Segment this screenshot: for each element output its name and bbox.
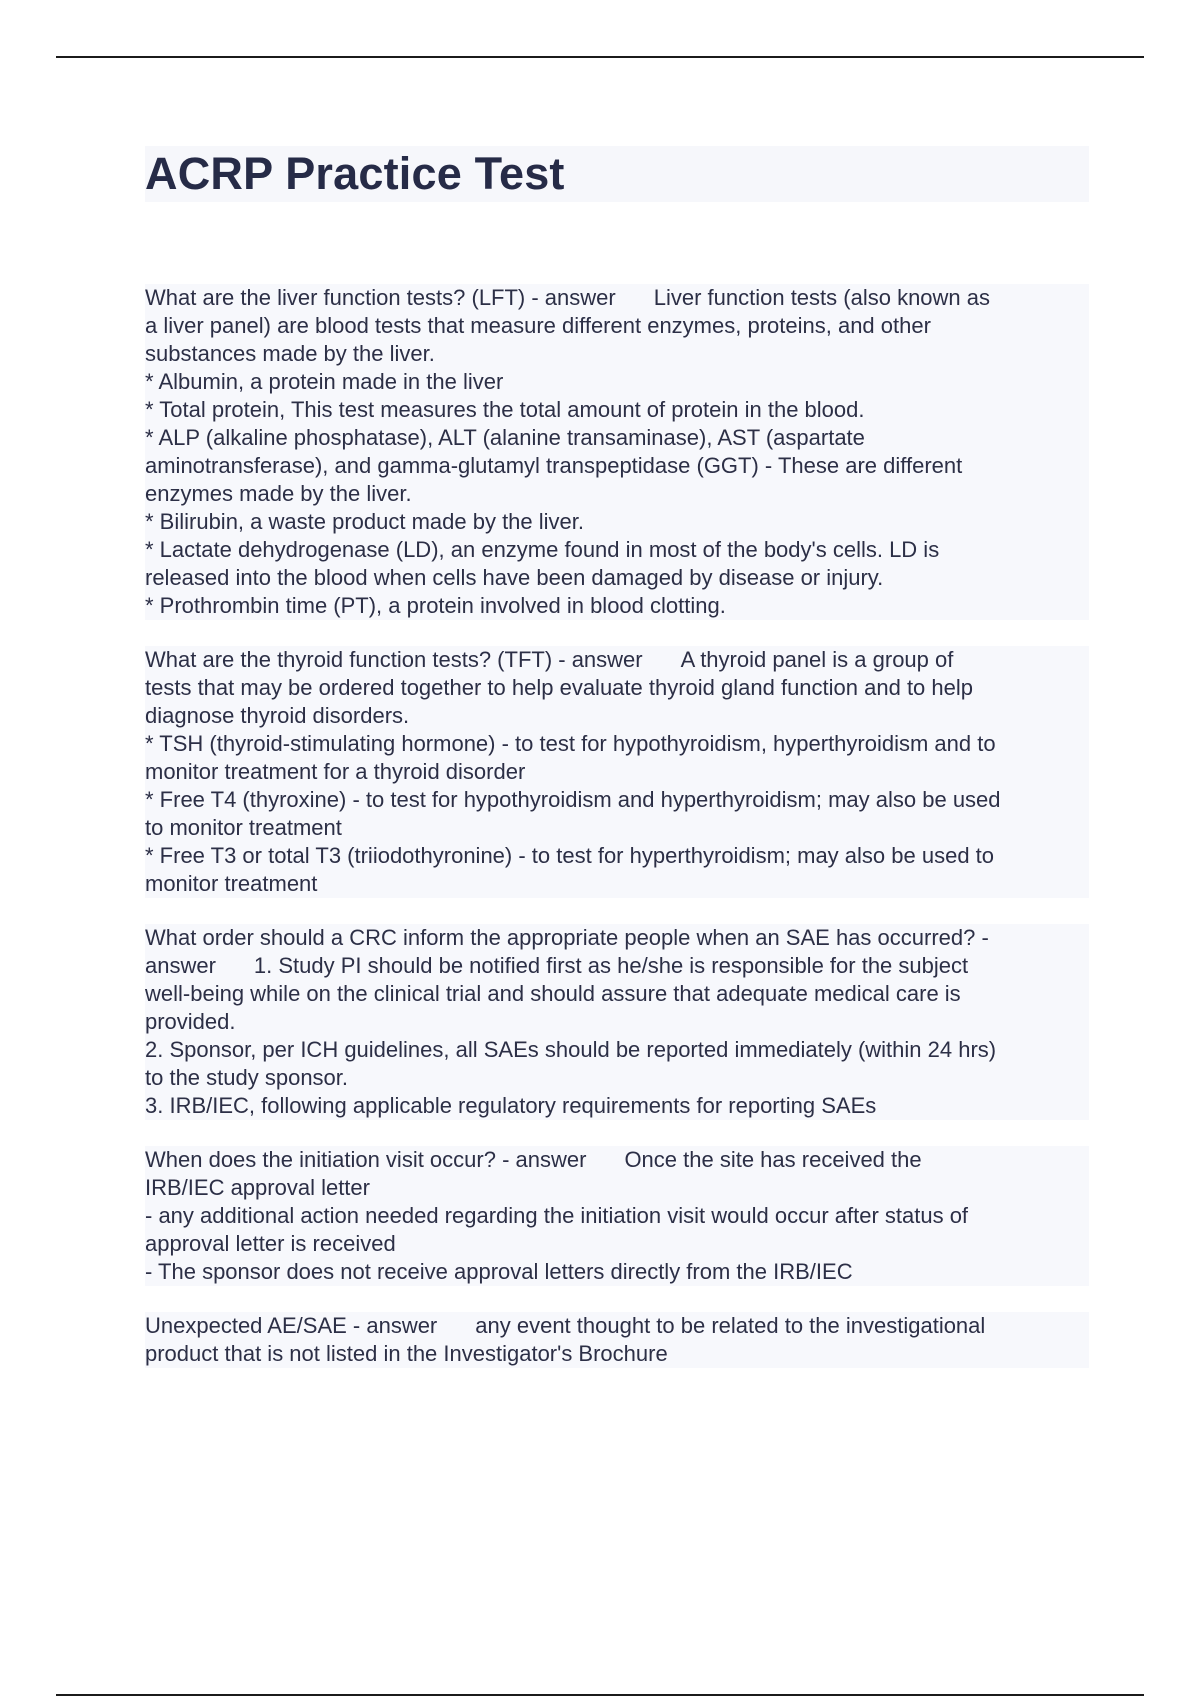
line-text: monitor treatment for a thyroid disorder [145, 759, 526, 784]
line-text: provided. [145, 1009, 236, 1034]
line-text: * TSH (thyroid-stimulating hormone) - to test for hypothyroidism, hyperthyroidism and to [145, 731, 996, 756]
qa-content [145, 284, 1089, 1394]
line-text: Liver function tests (also known as [653, 285, 991, 310]
qa-block [145, 1312, 1089, 1368]
line-text: 1. Study PI should be notified first as he/she is responsible for the subject [253, 953, 969, 978]
qa-line [145, 842, 1089, 870]
title-band [145, 146, 1089, 202]
line-text: well-being while on the clinical trial and should assure that adequate medical care is [145, 981, 961, 1006]
line-text: product that is not listed in the Investigator's Brochure [145, 1341, 668, 1366]
line-text: 3. IRB/IEC, following applicable regulatory requirements for reporting SAEs [145, 1093, 877, 1118]
line-text: any event thought to be related to the investigational [475, 1313, 986, 1338]
line-text: * Albumin, a protein made in the liver [145, 369, 504, 394]
qa-line [145, 564, 1089, 592]
line-text: enzymes made by the liver. [145, 481, 412, 506]
line-text: diagnose thyroid disorders. [145, 703, 410, 728]
line-text: * ALP (alkaline phosphatase), ALT (alanine transaminase), AST (aspartate [145, 425, 865, 450]
line-text: * Prothrombin time (PT), a protein involved in blood clotting. [145, 593, 726, 618]
qa-block [145, 646, 1089, 898]
qa-line [145, 1230, 1089, 1258]
line-text: * Lactate dehydrogenase (LD), an enzyme found in most of the body's cells. LD is [145, 537, 940, 562]
qa-block [145, 284, 1089, 620]
qa-line [145, 1312, 1089, 1340]
qa-line [145, 786, 1089, 814]
line-text: Once the site has received the [624, 1147, 922, 1172]
qa-line [145, 1008, 1089, 1036]
qa-line [145, 396, 1089, 424]
line-text: * Total protein, This test measures the total amount of protein in the blood. [145, 397, 865, 422]
qa-line [145, 1202, 1089, 1230]
qa-line [145, 924, 1089, 952]
line-text: aminotransferase), and gamma-glutamyl transpeptidase (GGT) - These are different [145, 453, 963, 478]
line-text: to monitor treatment [145, 815, 342, 840]
line-text: What order should a CRC inform the appropriate people when an SAE has occurred? - [145, 925, 989, 950]
qa-line [145, 536, 1089, 564]
line-text: released into the blood when cells have been damaged by disease or injury. [145, 565, 884, 590]
qa-line [145, 674, 1089, 702]
question-text: When does the initiation visit occur? - answer [145, 1147, 587, 1172]
qa-line [145, 312, 1089, 340]
line-text: 2. Sponsor, per ICH guidelines, all SAEs should be reported immediately (within 24 hrs) [145, 1037, 997, 1062]
qa-line [145, 758, 1089, 786]
line-text: A thyroid panel is a group of [680, 647, 954, 672]
line-text: monitor treatment [145, 871, 318, 896]
qa-line [145, 814, 1089, 842]
line-text: * Bilirubin, a waste product made by the liver. [145, 509, 585, 534]
line-text: - The sponsor does not receive approval letters directly from the IRB/IEC [145, 1259, 853, 1284]
line-text: a liver panel) are blood tests that measure different enzymes, proteins, and other [145, 313, 931, 338]
line-text: tests that may be ordered together to help evaluate thyroid gland function and to help [145, 675, 973, 700]
qa-line [145, 1146, 1089, 1174]
question-text: answer [145, 953, 216, 978]
qa-line [145, 452, 1089, 480]
qa-line [145, 1174, 1089, 1202]
page-title: ACRP Practice Test [145, 148, 565, 199]
qa-line [145, 980, 1089, 1008]
qa-line [145, 1340, 1089, 1368]
qa-line [145, 1064, 1089, 1092]
qa-line [145, 1036, 1089, 1064]
qa-block [145, 1146, 1089, 1286]
qa-line [145, 368, 1089, 396]
top-rule [56, 56, 1144, 58]
question-text: What are the thyroid function tests? (TFT) - answer [145, 647, 643, 672]
line-text: IRB/IEC approval letter [145, 1175, 370, 1200]
qa-line [145, 952, 1089, 980]
line-text: * Free T4 (thyroxine) - to test for hypothyroidism and hyperthyroidism; may also be used [145, 787, 1001, 812]
qa-line [145, 1258, 1089, 1286]
qa-block [145, 924, 1089, 1120]
line-text: - any additional action needed regarding the initiation visit would occur after status of [145, 1203, 969, 1228]
line-text: to the study sponsor. [145, 1065, 349, 1090]
qa-line [145, 340, 1089, 368]
qa-line [145, 424, 1089, 452]
qa-line [145, 730, 1089, 758]
line-text: * Free T3 or total T3 (triiodothyronine) - to test for hyperthyroidism; may also be used to [145, 843, 995, 868]
qa-line [145, 284, 1089, 312]
qa-line [145, 480, 1089, 508]
qa-line [145, 870, 1089, 898]
line-text: substances made by the liver. [145, 341, 435, 366]
qa-line [145, 508, 1089, 536]
qa-line [145, 702, 1089, 730]
qa-line [145, 592, 1089, 620]
qa-line [145, 646, 1089, 674]
question-text: What are the liver function tests? (LFT) - answer [145, 285, 616, 310]
line-text: approval letter is received [145, 1231, 396, 1256]
bottom-rule [56, 1694, 1144, 1696]
qa-line [145, 1092, 1089, 1120]
question-text: Unexpected AE/SAE - answer [145, 1313, 438, 1338]
